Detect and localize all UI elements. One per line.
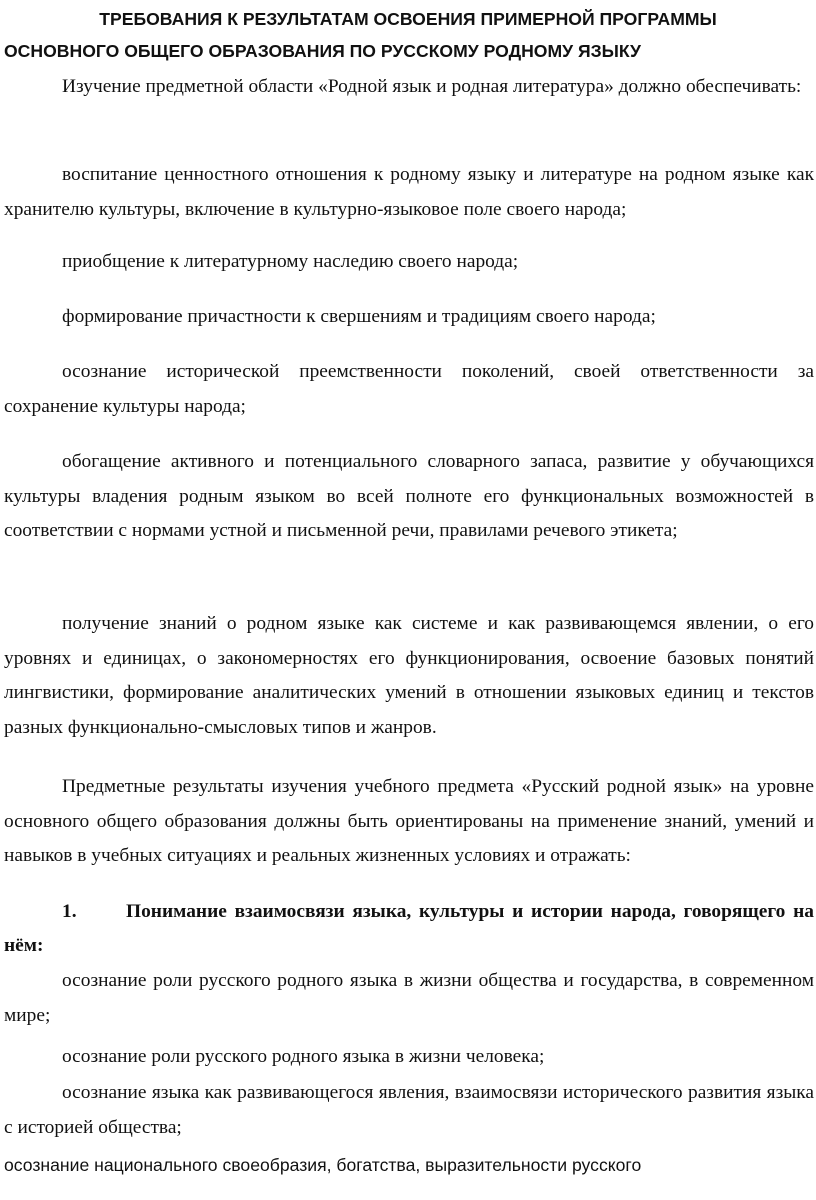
results-intro-paragraph: Предметные результаты изучения учебного предмета «Русский родной язык» на уровне основного общего образования должны быть ориентированы на применение знаний, умений и навыков в учебных ситуациях и реальных жизненных условиях и отражать: bbox=[4, 776, 814, 866]
requirement-item-4: осознание исторической преемственности поколений, своей ответственности за сохранение культуры народа; bbox=[4, 361, 814, 417]
document-title-line-1: ТРЕБОВАНИЯ К РЕЗУЛЬТАТАМ ОСВОЕНИЯ ПРИМЕРНОЙ ПРОГРАММЫ bbox=[99, 9, 717, 29]
requirement-item-1: воспитание ценностного отношения к родному языку и литературе на родном языке как хранителю культуры, включение в культурно-языковое поле своего народа; bbox=[4, 164, 814, 220]
section-1-number: 1. bbox=[62, 901, 77, 922]
section-1-point-1: осознание роли русского родного языка в жизни общества и государства, в современном мире; bbox=[4, 970, 814, 1026]
requirement-item-3: формирование причастности к свершениям и традициям своего народа; bbox=[62, 306, 656, 327]
requirement-item-5: обогащение активного и потенциального словарного запаса, развитие у обучающихся культуры владения родным языком во всей полноте его функциональных возможностей в соответствии с нормами устной и письменной речи, правилами речевого этикета; bbox=[4, 451, 814, 541]
document-title-line-2: ОСНОВНОГО ОБЩЕГО ОБРАЗОВАНИЯ ПО РУССКОМУ РОДНОМУ ЯЗЫКУ bbox=[4, 41, 641, 61]
intro-paragraph: Изучение предметной области «Родной язык и родная литература» должно обеспечивать: bbox=[62, 76, 802, 97]
requirement-item-2: приобщение к литературному наследию своего народа; bbox=[62, 251, 519, 272]
section-1-point-3: осознание языка как развивающегося явления, взаимосвязи исторического развития языка с историей общества; bbox=[4, 1082, 814, 1138]
section-1-point-4: осознание национального своеобразия, богатства, выразительности русского bbox=[4, 1155, 642, 1175]
section-1-point-2: осознание роли русского родного языка в жизни человека; bbox=[62, 1046, 545, 1067]
section-1-heading bbox=[4, 895, 814, 963]
requirement-item-6: получение знаний о родном языке как системе и как развивающемся явлении, о его уровнях и единицах, о закономерностях его функционирования, освоение базовых понятий лингвистики, формирование аналитических умений в отношении языковых единиц и текстов разных функционально-смысловых типов и жанров. bbox=[4, 613, 814, 738]
section-1-heading-text: Понимание взаимосвязи языка, культуры и истории народа, говорящего на нём: bbox=[4, 901, 814, 956]
